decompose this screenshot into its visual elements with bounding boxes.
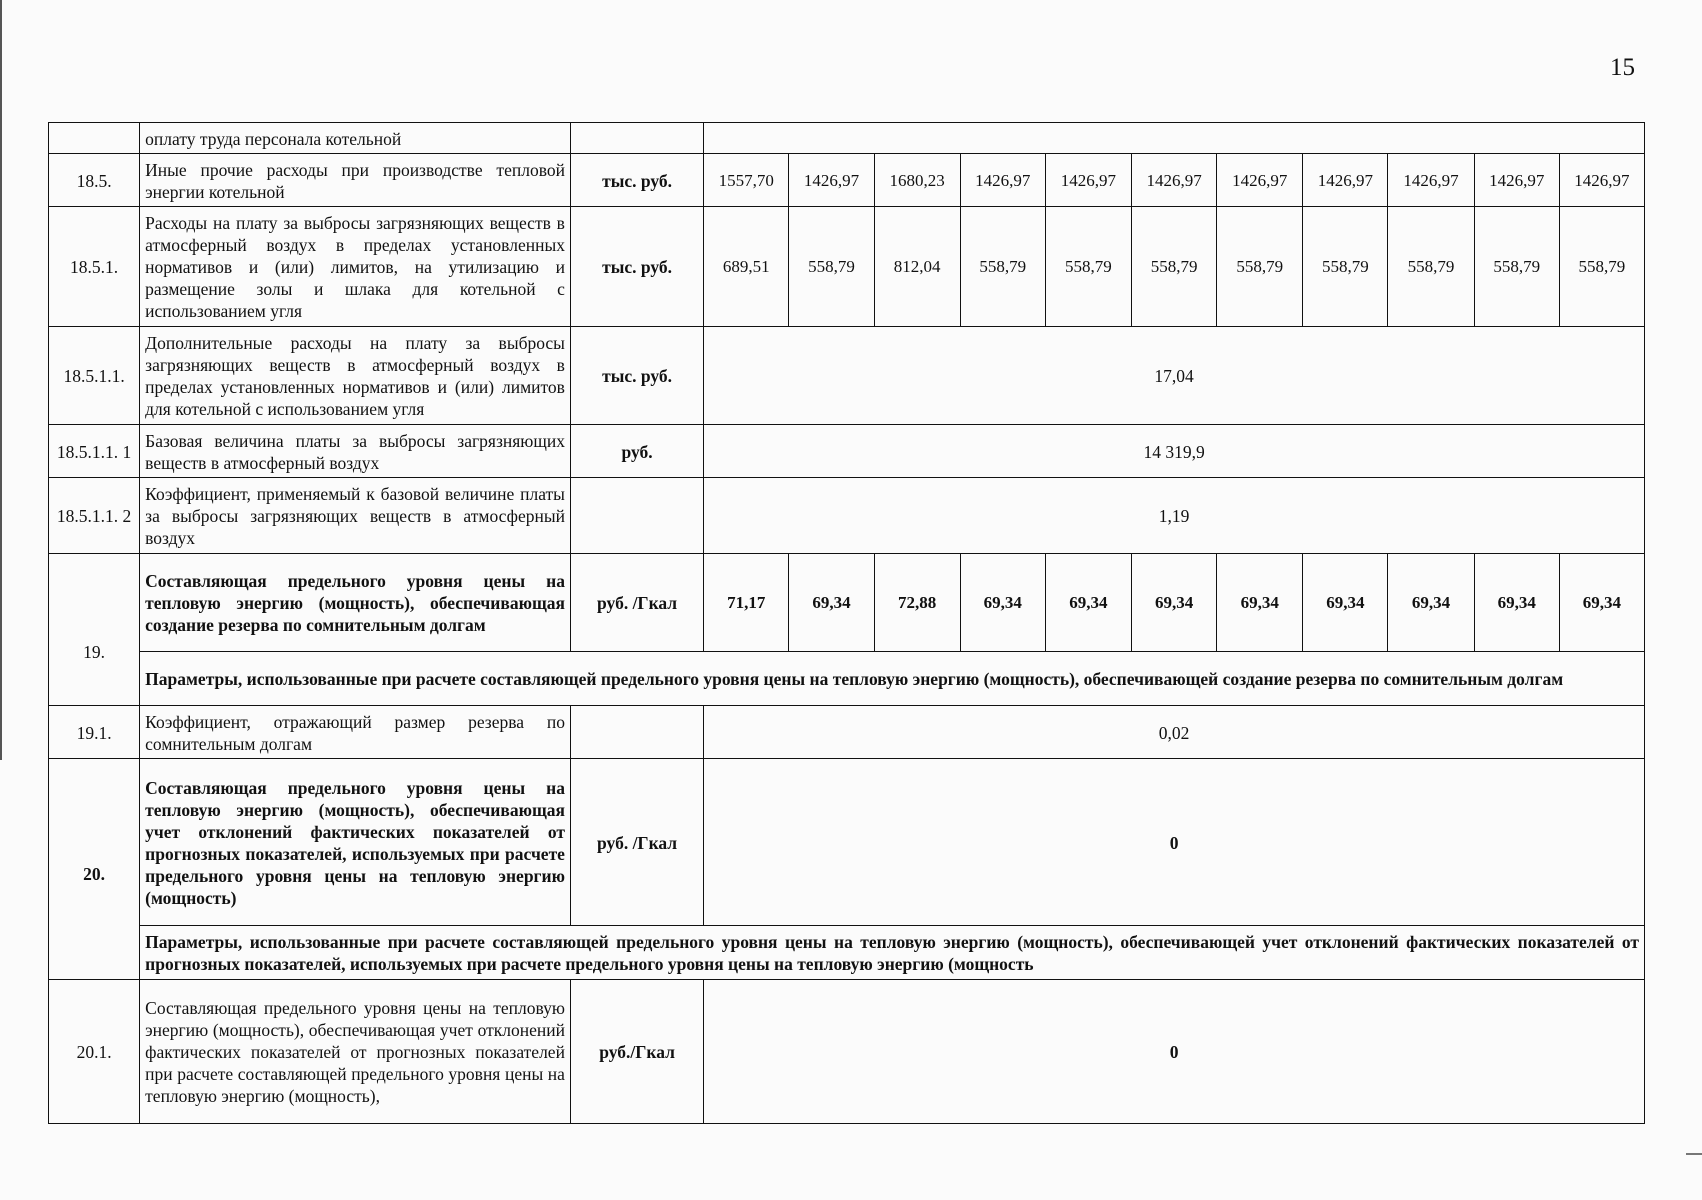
parameters-note: Параметры, использованные при расчете составляющей предельного уровня цены на тепловую энергию (мощность), обеспечивающей создание резерва по сомнительным долгам <box>140 652 1645 706</box>
value-cell: 1426,97 <box>1474 154 1559 207</box>
row-unit: руб. /Гкал <box>570 554 703 652</box>
row-description: Составляющая предельного уровня цены на тепловую энергию (мощность), обеспечивающая создание резерва по сомнительным долгам <box>140 554 571 652</box>
table-row <box>49 652 1645 706</box>
value-cell: 1426,97 <box>789 154 874 207</box>
value-cell: 1557,70 <box>704 154 789 207</box>
row-description: Расходы на плату за выбросы загрязняющих веществ в атмосферный воздух в пределах установленных нормативов и (или) лимитов, на утилизацию и размещение золы и шлака для котельной с использованием угля <box>140 207 571 327</box>
value-cell: 69,34 <box>1388 554 1474 652</box>
table-row <box>49 554 1645 652</box>
value-cell: 1426,97 <box>1303 154 1388 207</box>
row-description: оплату труда персонала котельной <box>140 123 571 154</box>
row-description: Базовая величина платы за выбросы загрязняющих веществ в атмосферный воздух <box>140 425 571 478</box>
value-cell: 558,79 <box>1303 207 1388 327</box>
row-value: 17,04 <box>704 327 1645 425</box>
row-value: 0,02 <box>704 706 1645 759</box>
value-cell: 1426,97 <box>1559 154 1644 207</box>
value-cell: 558,79 <box>1217 207 1303 327</box>
row-value: 0 <box>704 980 1645 1124</box>
value-cell: 1426,97 <box>1045 154 1131 207</box>
value-cell: 558,79 <box>1045 207 1131 327</box>
table-row <box>49 759 1645 926</box>
value-cell: 69,34 <box>1559 554 1644 652</box>
value-cell: 558,79 <box>960 207 1045 327</box>
row-value: 14 319,9 <box>704 425 1645 478</box>
row-value: 1,19 <box>704 478 1645 554</box>
value-cell: 69,34 <box>1217 554 1303 652</box>
row-number: 20. <box>49 759 140 980</box>
scan-edge-mark-right <box>1686 1153 1702 1155</box>
value-cell: 558,79 <box>789 207 874 327</box>
table-row <box>49 207 1645 327</box>
row-unit: тыс. руб. <box>570 207 703 327</box>
value-cell: 69,34 <box>1303 554 1388 652</box>
row-description: Коэффициент, отражающий размер резерва по сомнительным долгам <box>140 706 571 759</box>
table-row <box>49 425 1645 478</box>
value-cell: 1426,97 <box>1217 154 1303 207</box>
row-description: Коэффициент, применяемый к базовой величине платы за выбросы загрязняющих веществ в атмосферный воздух <box>140 478 571 554</box>
value-cell: 72,88 <box>874 554 960 652</box>
value-cell: 558,79 <box>1474 207 1559 327</box>
parameters-note: Параметры, использованные при расчете составляющей предельного уровня цены на тепловую энергию (мощность), обеспечивающей учет отклонений фактических показателей от прогнозных показателей, используемых при расчете предельного уровня цены на тепловую энергию (мощность <box>140 926 1645 980</box>
row-unit: руб. <box>570 425 703 478</box>
value-cell: 1426,97 <box>960 154 1045 207</box>
row-unit: руб./Гкал <box>570 980 703 1124</box>
value-cell: 71,17 <box>704 554 789 652</box>
row-number: 18.5. <box>49 154 140 207</box>
value-cell: 812,04 <box>874 207 960 327</box>
value-cell: 69,34 <box>789 554 874 652</box>
row-unit <box>570 478 703 554</box>
value-cell: 1680,23 <box>874 154 960 207</box>
value-cell: 69,34 <box>960 554 1045 652</box>
row-description: Дополнительные расходы на плату за выбросы загрязняющих веществ в атмосферный воздух в пределах установленных нормативов и (или) лимитов для котельной с использованием угля <box>140 327 571 425</box>
row-number: 18.5.1. <box>49 207 140 327</box>
row-number <box>49 123 140 154</box>
row-value <box>704 123 1645 154</box>
row-unit: тыс. руб. <box>570 154 703 207</box>
row-number: 18.5.1.1. <box>49 327 140 425</box>
table-row <box>49 327 1645 425</box>
value-cell: 1426,97 <box>1131 154 1216 207</box>
row-unit: тыс. руб. <box>570 327 703 425</box>
row-number: 18.5.1.1. 1 <box>49 425 140 478</box>
value-cell: 69,34 <box>1045 554 1131 652</box>
table-row <box>49 478 1645 554</box>
row-number: 19. <box>49 554 140 706</box>
value-cell: 558,79 <box>1559 207 1644 327</box>
table-row <box>49 154 1645 207</box>
scan-edge-mark <box>0 0 2 760</box>
value-cell: 558,79 <box>1131 207 1216 327</box>
row-description: Составляющая предельного уровня цены на тепловую энергию (мощность), обеспечивающая учет отклонений фактических показателей от прогнозных показателей при расчете составляющей предельного уровня цены на тепловую энергию (мощность), <box>140 980 571 1124</box>
value-cell: 69,34 <box>1474 554 1559 652</box>
row-description: Иные прочие расходы при производстве тепловой энергии котельной <box>140 154 571 207</box>
table-row <box>49 123 1645 154</box>
row-unit <box>570 123 703 154</box>
value-cell: 1426,97 <box>1388 154 1474 207</box>
table-row <box>49 980 1645 1124</box>
row-unit: руб. /Гкал <box>570 759 703 926</box>
row-number: 18.5.1.1. 2 <box>49 478 140 554</box>
row-value: 0 <box>704 759 1645 926</box>
value-cell: 689,51 <box>704 207 789 327</box>
table-row <box>49 706 1645 759</box>
page-number: 15 <box>1610 54 1635 81</box>
value-cell: 69,34 <box>1131 554 1216 652</box>
tariff-table <box>48 122 1645 1124</box>
value-cell: 558,79 <box>1388 207 1474 327</box>
row-number: 20.1. <box>49 980 140 1124</box>
row-description: Составляющая предельного уровня цены на тепловую энергию (мощность), обеспечивающая учет отклонений фактических показателей от прогнозных показателей, используемых при расчете предельного уровня цены на тепловую энергию (мощность) <box>140 759 571 926</box>
row-number: 19.1. <box>49 706 140 759</box>
table-row <box>49 926 1645 980</box>
row-unit <box>570 706 703 759</box>
